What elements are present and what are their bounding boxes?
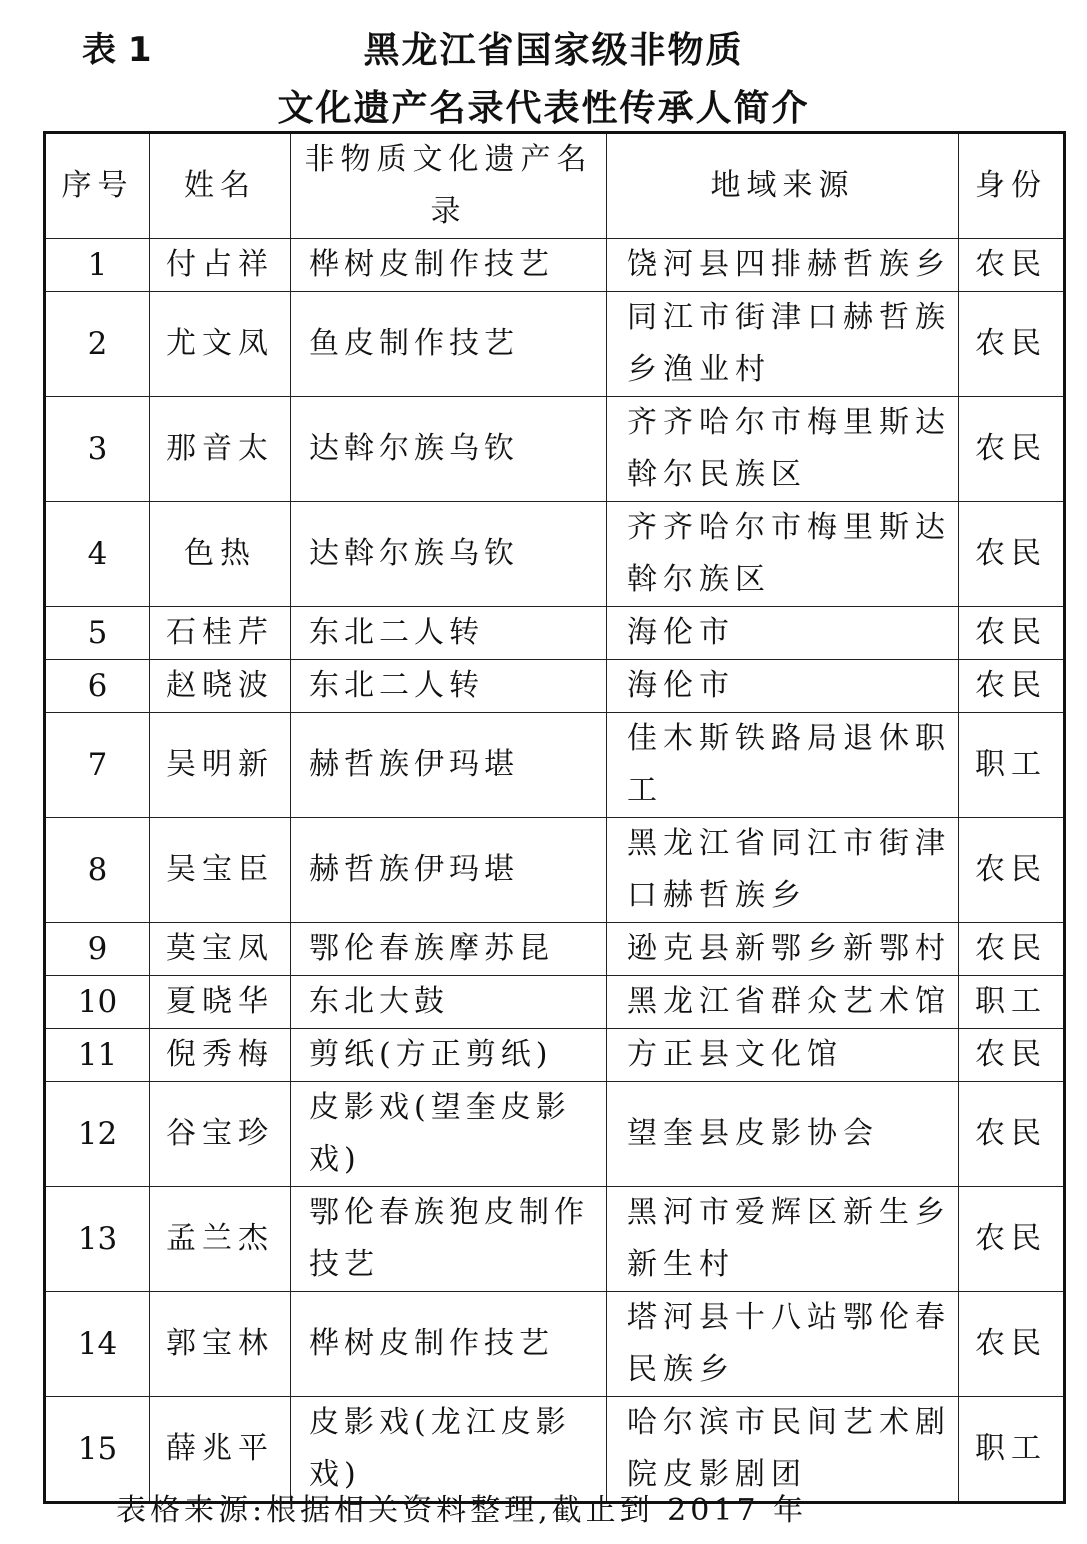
cell-name: 夏晓华 [150,976,291,1029]
header-name: 姓名 [150,133,291,239]
cell-no: 12 [45,1082,150,1187]
cell-project: 桦树皮制作技艺 [291,1292,607,1397]
cell-region: 黑龙江省同江市街津口赫哲族乡 [607,818,959,923]
cell-region: 海伦市 [607,660,959,713]
cell-identity: 农民 [959,502,1065,607]
cell-project: 东北二人转 [291,660,607,713]
cell-name: 那音太 [150,397,291,502]
cell-project: 赫哲族伊玛堪 [291,818,607,923]
cell-name: 谷宝珍 [150,1082,291,1187]
table-title-line-2: 文化遗产名录代表性传承人简介 [277,88,810,129]
cell-region: 齐齐哈尔市梅里斯达斡尔民族区 [607,397,959,502]
cell-identity: 农民 [959,1082,1065,1187]
header-identity: 身份 [959,133,1065,239]
cell-project: 桦树皮制作技艺 [291,239,607,292]
cell-no: 15 [45,1397,150,1503]
cell-identity: 农民 [959,397,1065,502]
cell-region: 饶河县四排赫哲族乡 [607,239,959,292]
cell-project: 东北二人转 [291,607,607,660]
cell-project: 达斡尔族乌钦 [291,502,607,607]
cell-identity: 职工 [959,713,1065,818]
cell-name: 孟兰杰 [150,1187,291,1292]
cell-project: 东北大鼓 [291,976,607,1029]
cell-name: 尤文凤 [150,292,291,397]
cell-project: 鄂伦春族摩苏昆 [291,923,607,976]
cell-no: 5 [45,607,150,660]
cell-region: 望奎县皮影协会 [607,1082,959,1187]
cell-project: 剪纸(方正剪纸) [291,1029,607,1082]
cell-project: 达斡尔族乌钦 [291,397,607,502]
cell-project: 皮影戏(望奎皮影戏) [291,1082,607,1187]
table-label: 表 1 [82,30,152,70]
cell-identity: 职工 [959,976,1065,1029]
cell-name: 薛兆平 [150,1397,291,1503]
table-row [45,239,1065,292]
cell-region: 方正县文化馆 [607,1029,959,1082]
table-row [45,292,1065,397]
cell-identity: 农民 [959,1292,1065,1397]
cell-no: 10 [45,976,150,1029]
table-row [45,1292,1065,1397]
cell-region: 塔河县十八站鄂伦春民族乡 [607,1292,959,1397]
cell-identity: 农民 [959,1029,1065,1082]
table-row [45,923,1065,976]
header-row [45,133,1065,239]
cell-region: 海伦市 [607,607,959,660]
table-row [45,1187,1065,1292]
cell-name: 色热 [150,502,291,607]
cell-project: 鱼皮制作技艺 [291,292,607,397]
cell-no: 1 [45,239,150,292]
cell-region: 黑龙江省群众艺术馆 [607,976,959,1029]
cell-identity: 农民 [959,818,1065,923]
table-row [45,976,1065,1029]
cell-no: 9 [45,923,150,976]
cell-project: 皮影戏(龙江皮影戏) [291,1397,607,1503]
cell-no: 2 [45,292,150,397]
cell-identity: 农民 [959,923,1065,976]
cell-name: 付占祥 [150,239,291,292]
cell-region: 齐齐哈尔市梅里斯达斡尔族区 [607,502,959,607]
table-row [45,1082,1065,1187]
cell-region: 同江市街津口赫哲族乡渔业村 [607,292,959,397]
header-no: 序号 [45,133,150,239]
inheritors-table [43,131,1066,1504]
cell-name: 郭宝林 [150,1292,291,1397]
table-row [45,502,1065,607]
cell-region: 哈尔滨市民间艺术剧院皮影剧团 [607,1397,959,1503]
cell-name: 倪秀梅 [150,1029,291,1082]
cell-no: 8 [45,818,150,923]
cell-identity: 农民 [959,239,1065,292]
cell-no: 7 [45,713,150,818]
table-row [45,607,1065,660]
cell-name: 莫宝凤 [150,923,291,976]
table-row [45,818,1065,923]
cell-no: 11 [45,1029,150,1082]
cell-identity: 农民 [959,1187,1065,1292]
cell-region: 佳木斯铁路局退休职工 [607,713,959,818]
cell-no: 13 [45,1187,150,1292]
table-row [45,713,1065,818]
cell-project: 鄂伦春族狍皮制作技艺 [291,1187,607,1292]
table-row [45,1029,1065,1082]
cell-identity: 农民 [959,607,1065,660]
table-title-line-1: 黑龙江省国家级非物质 [363,30,744,71]
cell-identity: 农民 [959,292,1065,397]
table-row [45,660,1065,713]
table-source-note: 表格来源:根据相关资料整理,截止到 2017 年 [116,1493,808,1528]
cell-name: 吴明新 [150,713,291,818]
table-row [45,397,1065,502]
cell-project: 赫哲族伊玛堪 [291,713,607,818]
cell-name: 吴宝臣 [150,818,291,923]
header-region: 地域来源 [607,133,959,239]
cell-no: 4 [45,502,150,607]
cell-no: 3 [45,397,150,502]
cell-region: 逊克县新鄂乡新鄂村 [607,923,959,976]
cell-no: 6 [45,660,150,713]
header-project: 非物质文化遗产名录 [291,133,607,239]
cell-name: 赵晓波 [150,660,291,713]
cell-identity: 农民 [959,660,1065,713]
cell-name: 石桂芹 [150,607,291,660]
cell-region: 黑河市爱辉区新生乡新生村 [607,1187,959,1292]
cell-no: 14 [45,1292,150,1397]
cell-identity: 职工 [959,1397,1065,1503]
